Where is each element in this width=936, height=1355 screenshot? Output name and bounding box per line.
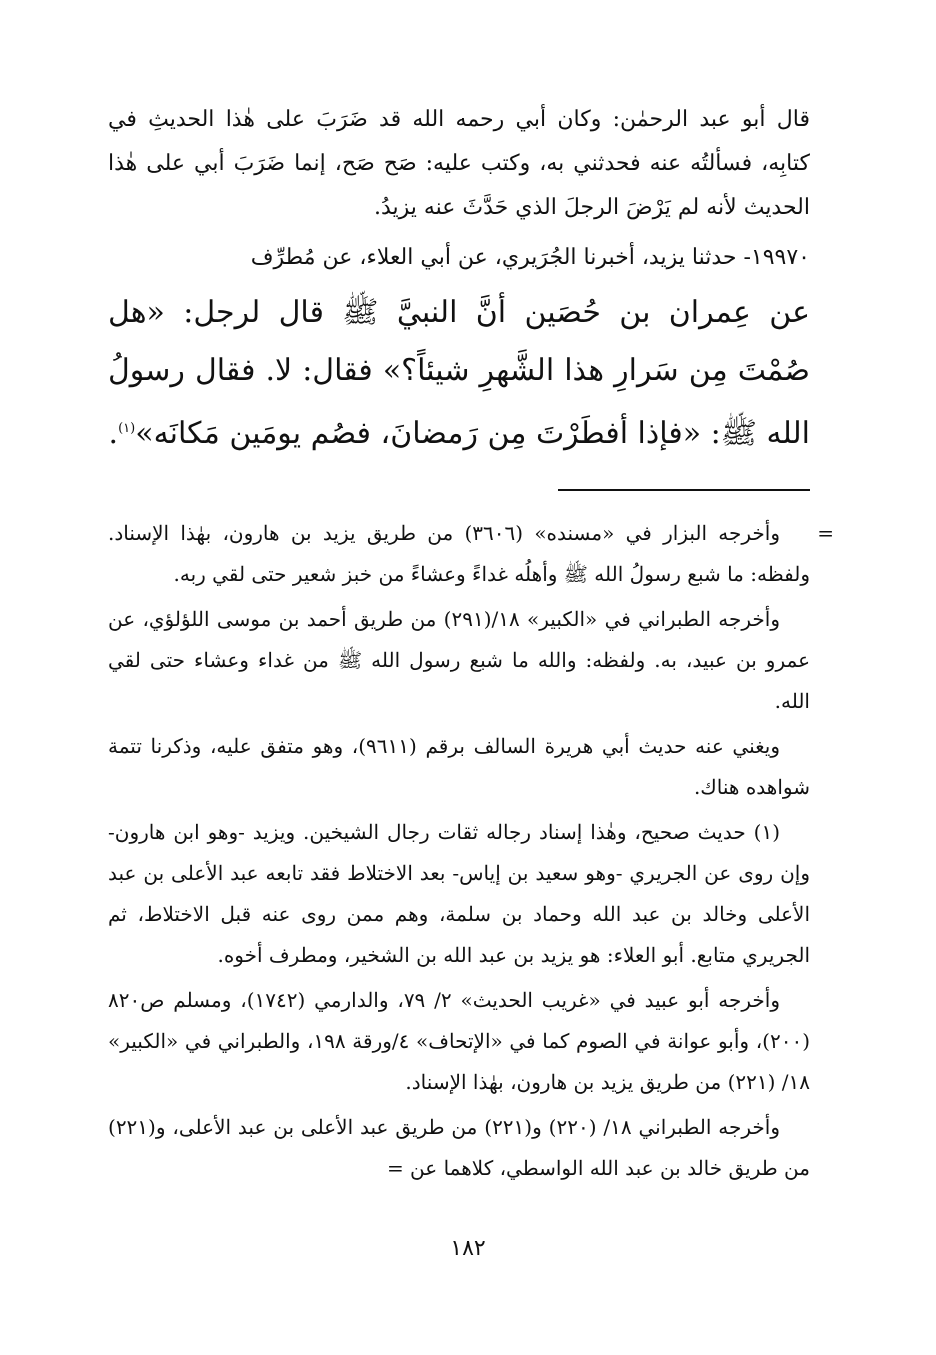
- page-number: ١٨٢: [450, 1236, 486, 1261]
- footnote-paragraph: وأخرجه البزار في «مسنده» (٣٦٠٦) من طريق يزيد بن هارون، بهٰذا الإسناد. ولفظه: ما شبع رسولُ الله ﷺ وأهلُه غداءً وعشاءً من خبز شعير حتى لقي ربه.: [108, 521, 810, 586]
- footnote-paragraph: (١) حديث صحيح، وهٰذا إسناد رجاله ثقات رجال الشيخين. ويزيد -وهو ابن هارون- وإن روى عن الجريري -وهو سعيد بن إياس- بعد الاختلاط فقد تابعه عبد الأعلى بن عبد الأعلى وخالد بن عبد الله وحماد بن سلمة، وهم ممن روى عنه قبل الاختلاط، ثم الجريري متابع. أبو العلاء: هو يزيد بن عبد الله بن الشخير، ومطرف أخوه.: [108, 820, 810, 967]
- footnotes-section: [108, 513, 834, 1189]
- hadith-matn-end: .: [108, 416, 119, 451]
- footnote-paragraph: وأخرجه أبو عبيد في «غريب الحديث» ٢/ ٧٩، والدارمي (١٧٤٢)، ومسلم ص٨٢٠ (٢٠٠)، وأبو عوانة في الصوم كما في «الإتحاف» ٤/ورقة ١٩٨، والطبراني في «الكبير» ١٨/ (٢٢١) من طريق يزيد بن هارون، بهٰذا الإسناد.: [108, 988, 810, 1094]
- hadith-matn: [108, 284, 810, 463]
- continuation-mark: =: [817, 521, 834, 545]
- footnote-paragraph: ويغني عنه حديث أبي هريرة السالف برقم (٩٦١١)، وهو متفق عليه، وذكرنا تتمة شواهده هناك.: [108, 734, 810, 799]
- footnote-reference: (١): [118, 421, 136, 436]
- page-text-block: [108, 98, 834, 1193]
- footnote-paragraph: وأخرجه الطبراني في «الكبير» ١٨/(٢٩١) من طريق أحمد بن موسى اللؤلؤي، عن عمرو بن عبيد، به. ولفظه: والله ما شبع رسول الله ﷺ من غداء وعشاء حتى لقي الله.: [108, 607, 810, 713]
- hadith-matn-text: عن عِمران بن حُصَين أنَّ النبيَّ ﷺ قال لرجل: «هل صُمْتَ مِن سَرارِ هذا الشَّهرِ شيئاً؟» فقال: لا. فقال رسولُ الله ﷺ: «فإذا أفطَرْتَ مِن رَمضانَ، فصُم يومَين مَكانَه»: [108, 295, 810, 451]
- hadith-isnad: ١٩٩٧٠- حدثنا يزيد، أخبرنا الجُرَيري، عن أبي العلاء، عن مُطرِّف: [250, 245, 810, 270]
- footnote-paragraph: وأخرجه الطبراني ١٨/ (٢٢٠) و(٢٢١) من طريق عبد الأعلى بن عبد الأعلى، و(٢٢١) من طريق خالد بن عبد الله الواسطي، كلاهما عن =: [108, 1115, 810, 1180]
- footnote-continuation: [108, 513, 834, 595]
- footnote-separator: [558, 489, 810, 491]
- intro-paragraph: قال أبو عبد الرحمٰن: وكان أبي رحمه الله قد ضَرَبَ على هٰذا الحديثِ في كتابِه، فسألتُه عنه فحدثني به، وكتب عليه: صَح صَح، إنما ضَرَبَ أبي على هٰذا الحديث لأنه لم يَرْضَ الرجلَ الذي حَدَّثَ عنه يزيدُ.: [108, 107, 810, 220]
